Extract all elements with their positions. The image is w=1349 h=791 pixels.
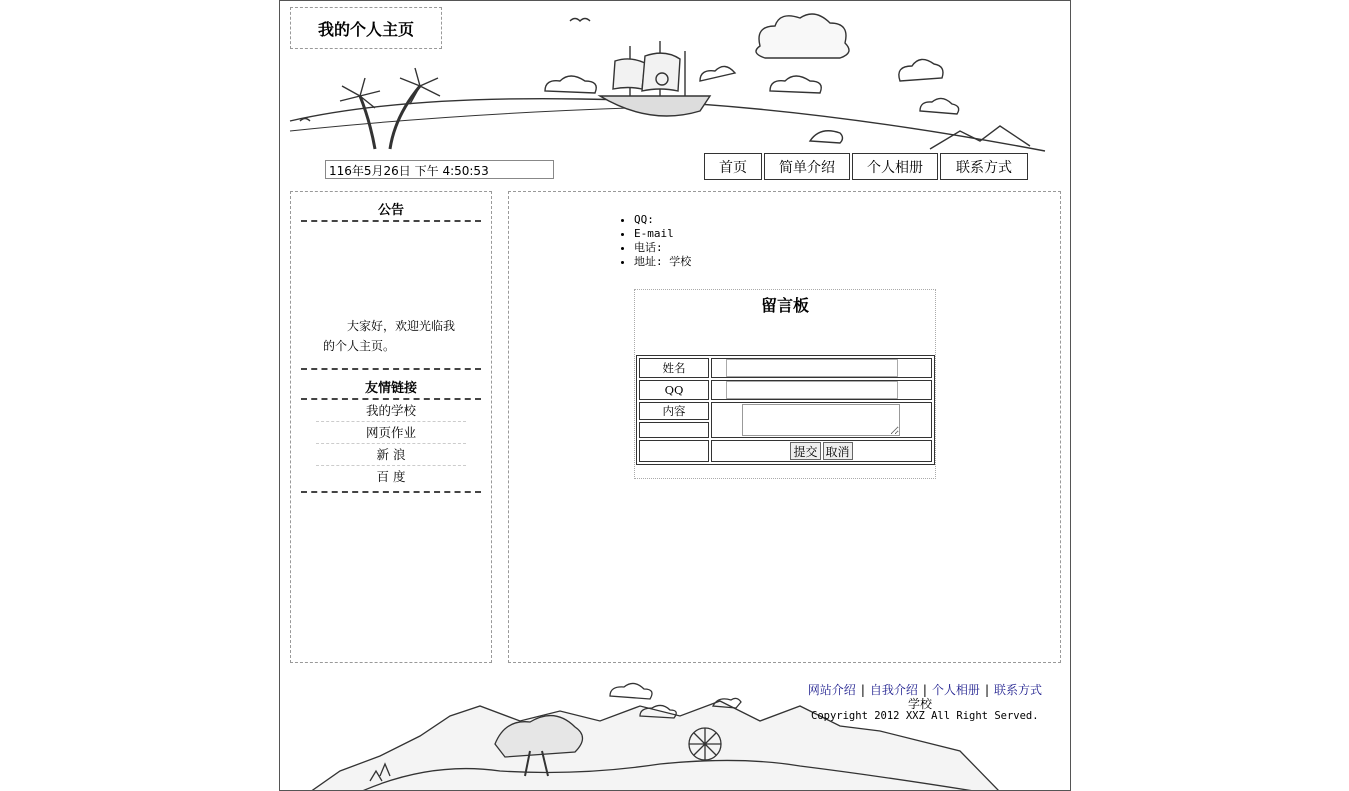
footer-link-site[interactable]: 网站介绍: [807, 683, 856, 697]
link-school[interactable]: 我的学校: [316, 400, 466, 422]
nav-contact[interactable]: 联系方式: [940, 153, 1028, 180]
main-content: [508, 191, 1061, 663]
footer-school: 学校: [908, 697, 933, 711]
guestbook: [634, 289, 936, 479]
sidebar: [290, 191, 492, 663]
friend-links: [316, 400, 466, 488]
cancel-button[interactable]: 取消: [823, 442, 853, 460]
footer-links: 网站介绍 | 自我介绍 | 个人相册 | 联系方式: [807, 683, 1042, 697]
notice-text: 大家好，欢迎光临我的个人主页。: [323, 319, 456, 353]
link-sina[interactable]: 新 浪: [316, 444, 466, 466]
name-input[interactable]: [726, 359, 898, 377]
contact-qq: • QQ:: [634, 213, 691, 227]
name-label: 姓名: [639, 358, 709, 378]
actions-label-spacer: [639, 440, 709, 462]
link-homework[interactable]: 网页作业: [316, 422, 466, 444]
page-container: [279, 0, 1071, 791]
contact-phone: • 电话:: [634, 241, 691, 255]
footer-link-about[interactable]: 自我介绍: [869, 683, 918, 697]
contact-address: • 地址: 学校: [634, 255, 691, 269]
main-nav: [704, 153, 1030, 180]
clock-display: 116年5月26日 下午 4:50:53: [325, 160, 554, 179]
content-label-spacer: [639, 422, 709, 438]
site-title: 我的个人主页: [290, 7, 442, 49]
links-title: 友情链接: [301, 370, 481, 400]
notice-title: 公告: [301, 192, 481, 222]
guestbook-form: [636, 355, 935, 465]
footer-link-contact[interactable]: 联系方式: [993, 683, 1042, 697]
footer-link-album[interactable]: 个人相册: [931, 683, 980, 697]
qq-label: QQ: [639, 380, 709, 400]
nav-intro[interactable]: 简单介绍: [764, 153, 850, 180]
content-label: 内容: [639, 402, 709, 420]
contact-list: [634, 213, 691, 269]
nav-home[interactable]: 首页: [704, 153, 762, 180]
notice-box: [301, 222, 481, 370]
submit-button[interactable]: 提交: [790, 442, 820, 460]
link-baidu[interactable]: 百 度: [376, 469, 406, 484]
links-divider: [301, 491, 481, 493]
qq-input[interactable]: [726, 381, 898, 399]
content-textarea[interactable]: [742, 404, 900, 436]
nav-album[interactable]: 个人相册: [852, 153, 938, 180]
guestbook-title: 留言板: [760, 296, 809, 315]
contact-email: • E-mail: [634, 227, 691, 241]
footer-copyright: Copyright 2012 XXZ All Right Served.: [811, 710, 1039, 722]
